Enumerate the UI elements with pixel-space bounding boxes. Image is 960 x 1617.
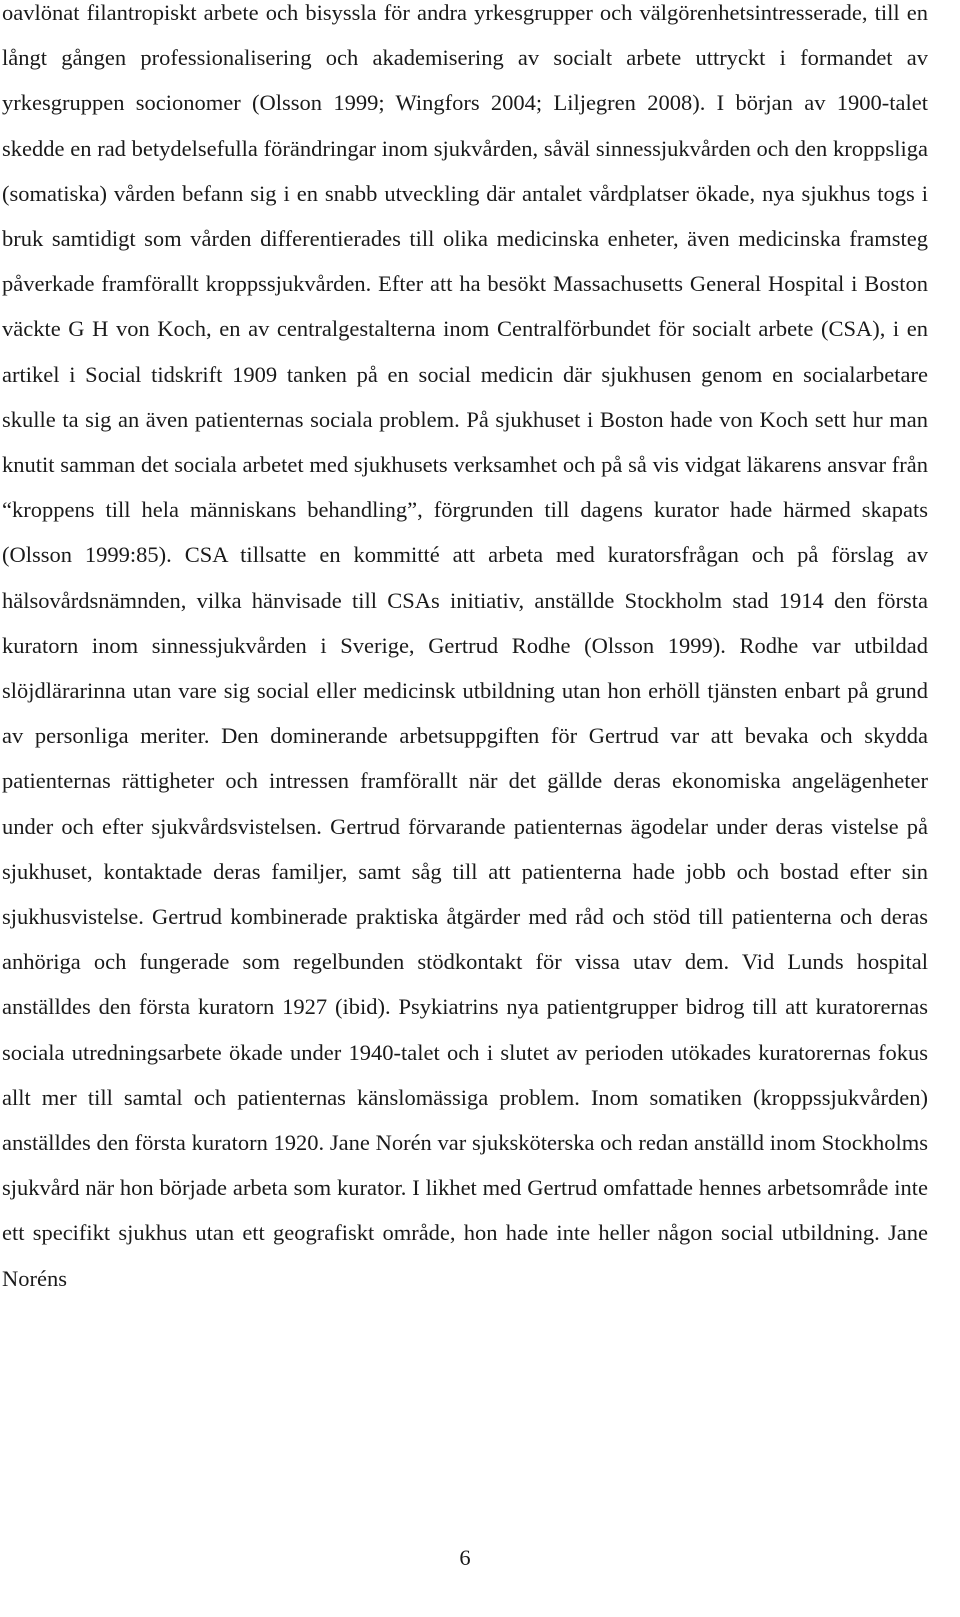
page-number: 6 (459, 1545, 471, 1570)
body-paragraph: oavlönat filantropiskt arbete och bisyssla för andra yrkesgrupper och välgörenhetsintresserade, till en långt gången professionalisering och akademisering av socialt arbete uttryckt i formandet av yrkesgruppen socionomer (Olsson 1999; Wingfors 2004; Liljegren 2008). I början av 1900-talet skedde en rad betydelsefulla förändringar inom sjukvården, såväl sinnessjukvården och den kroppsliga (somatiska) vården befann sig i en snabb utveckling där antalet vårdplatser ökade, nya sjukhus togs i bruk samtidigt som vården differentierades till olika medicinska enheter, även medicinska framsteg påverkade framförallt kroppssjukvården. Efter att ha besökt Massachusetts General Hospital i Boston väckte G H von Koch, en av centralgestalterna inom Centralförbundet för socialt arbete (CSA), i en artikel i Social tidskrift 1909 tanken på en social medicin där sjukhusen genom en socialarbetare skulle ta sig an även patienternas sociala problem. På sjukhuset i Boston hade von Koch sett hur man knutit samman det sociala arbetet med sjukhusets verksamhet och på så vis vidgat läkarens ansvar från “kroppens till hela människans behandling”, förgrunden till dagens kurator hade härmed skapats (Olsson 1999:85). CSA tillsatte en kommitté att arbeta med kuratorsfrågan och på förslag av hälsovårdsnämnden, vilka hänvisade till CSAs initiativ, anställde Stockholm stad 1914 den första kuratorn inom sinnessjukvården i Sverige, Gertrud Rodhe (Olsson 1999). Rodhe var utbildad slöjdlärarinna utan vare sig social eller medicinsk utbildning utan hon erhöll tjänsten enbart på grund av personliga meriter. Den dominerande arbetsuppgiften för Gertrud var att bevaka och skydda patienternas rättigheter och intressen framförallt när det gällde deras ekonomiska angelägenheter under och efter sjukvårdsvistelsen. Gertrud förvarande patienternas ägodelar under deras vistelse på sjukhuset, kontaktade deras familjer, samt såg till att patienterna hade jobb och bostad efter sin sjukhusvistelse. Gertrud kombinerade praktiska åtgärder med råd och stöd till patienterna och deras anhöriga och fungerade som regelbunden stödkontakt för vissa utav dem. Vid Lunds hospital anställdes den första kuratorn 1927 (ibid). Psykiatrins nya patientgrupper bidrog till att kuratorernas sociala utredningsarbete ökade under 1940-talet och i slutet av perioden utökades kuratorernas fokus allt mer till samtal och patienternas känslomässiga problem. Inom somatiken (kroppssjukvården) anställdes den första kuratorn 1920. Jane Norén var sjuksköterska och redan anställd inom Stockholms sjukvård när hon började arbeta som kurator. I likhet med Gertrud omfattade hennes arbetsområde inte ett specifikt sjukhus utan ett geografiskt område, hon hade inte heller någon social utbildning. Jane Noréns (2, 0, 928, 1291)
